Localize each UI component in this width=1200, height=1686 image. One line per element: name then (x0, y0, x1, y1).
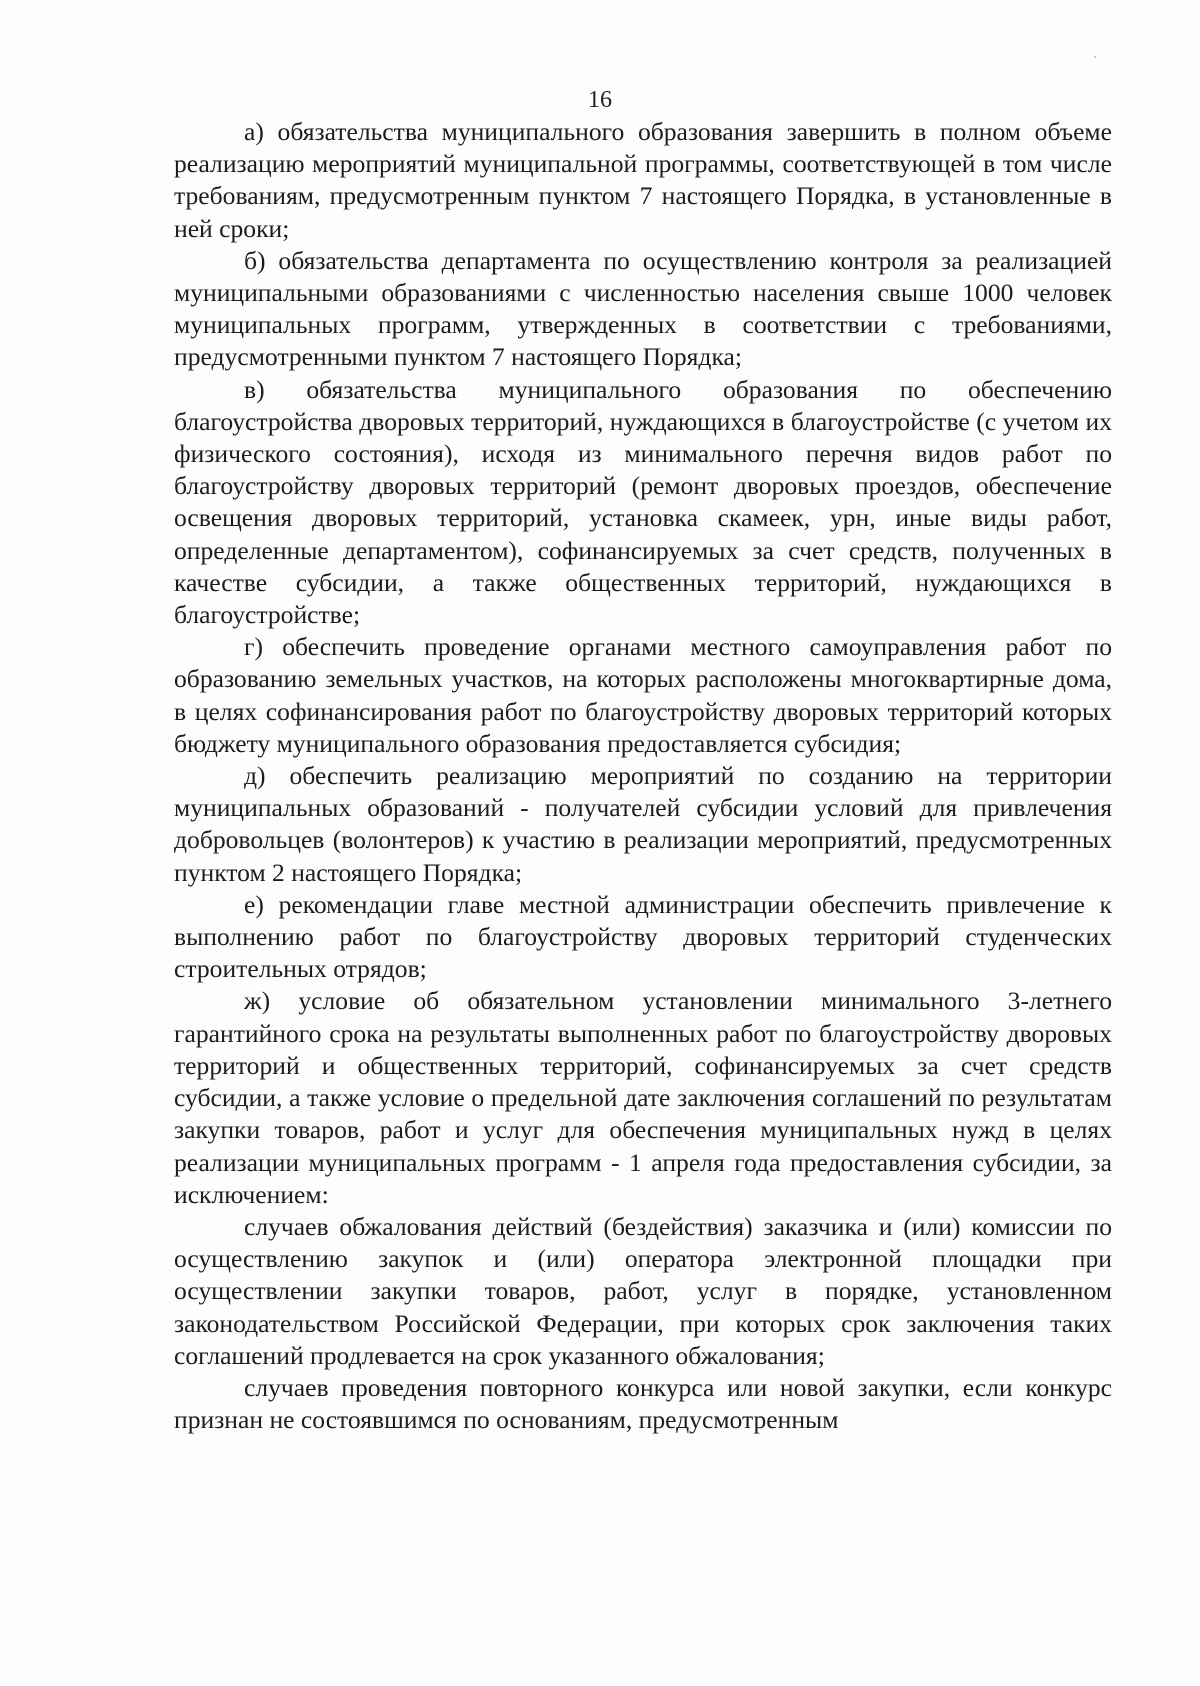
page-number: 16 (588, 87, 612, 113)
paragraph-a: а) обязательства муниципального образования завершить в полном объеме реализацию мероприятий муниципальной программы, соответствующей в том числе требованиям, предусмотренным пунктом 7 настоящего Порядка, в установленные в ней сроки; (174, 117, 1112, 243)
paragraph-b: б) обязательства департамента по осуществлению контроля за реализацией муниципальными образованиями с численностью населения свыше 1000 человек муниципальных программ, утвержденных в соответствии с требованиями, предусмотренными пунктом 7 настоящего Порядка; (174, 245, 1112, 372)
paragraph-zh: ж) условие об обязательном установлении минимального 3-летнего гарантийного срока на результаты выполненных работ по благоустройству дворовых территорий и общественных территорий, софинансируемых за счет средств субсидии, а также условие о предельной дате заключения соглашений по результатам закупки товаров, работ и услуг для обеспечения муниципальных нужд в целях реализации муниципальных программ - 1 апреля года предоставления субсидии, за исключением: (174, 986, 1112, 1209)
paragraph-g: г) обеспечить проведение органами местного самоуправления работ по образованию земельных участков, на которых расположены многоквартирные дома, в целях софинансирования работ по благоустройству дворовых территорий которых бюджету муниципального образования предоставляется субсидия; (174, 632, 1112, 758)
paragraph-d: д) обеспечить реализацию мероприятий по созданию на территории муниципальных образований - получателей субсидии условий для привлечения добровольцев (волонтеров) к участию в реализации мероприятий, предусмотренных пунктом 2 настоящего Порядка; (174, 761, 1112, 887)
document-body (174, 116, 1112, 1436)
paragraph-v: в) обязательства муниципального образования по обеспечению благоустройства дворовых территорий, нуждающихся в благоустройстве (с учетом их физического состояния), исходя из минимального перечня видов работ по благоустройству дворовых территорий (ремонт дворовых проездов, обеспечение освещения дворовых территорий, установка скамеек, урн, иные виды работ, определенные департаментом), софинансируемых за счет средств, полученных в качестве субсидии, а также общественных территорий, нуждающихся в благоустройстве; (174, 374, 1112, 630)
paragraph-exception-repeat-tender: случаев проведения повторного конкурса или новой закупки, если конкурс признан не состоявшимся по основаниям, предусмотренным (174, 1372, 1112, 1435)
paragraph-exception-appeal: случаев обжалования действий (бездействия) заказчика и (или) комиссии по осуществлению закупок и (или) оператора электронной площадки при осуществлении закупки товаров, работ, услуг в порядке, установленном законодательством Российской Федерации, при которых срок заключения таких соглашений продлевается на срок указанного обжалования; (174, 1211, 1112, 1370)
scan-artifact (1094, 56, 1096, 58)
paragraph-e: е) рекомендации главе местной администрации обеспечить привлечение к выполнению работ по благоустройству дворовых территорий студенческих строительных отрядов; (174, 889, 1112, 984)
